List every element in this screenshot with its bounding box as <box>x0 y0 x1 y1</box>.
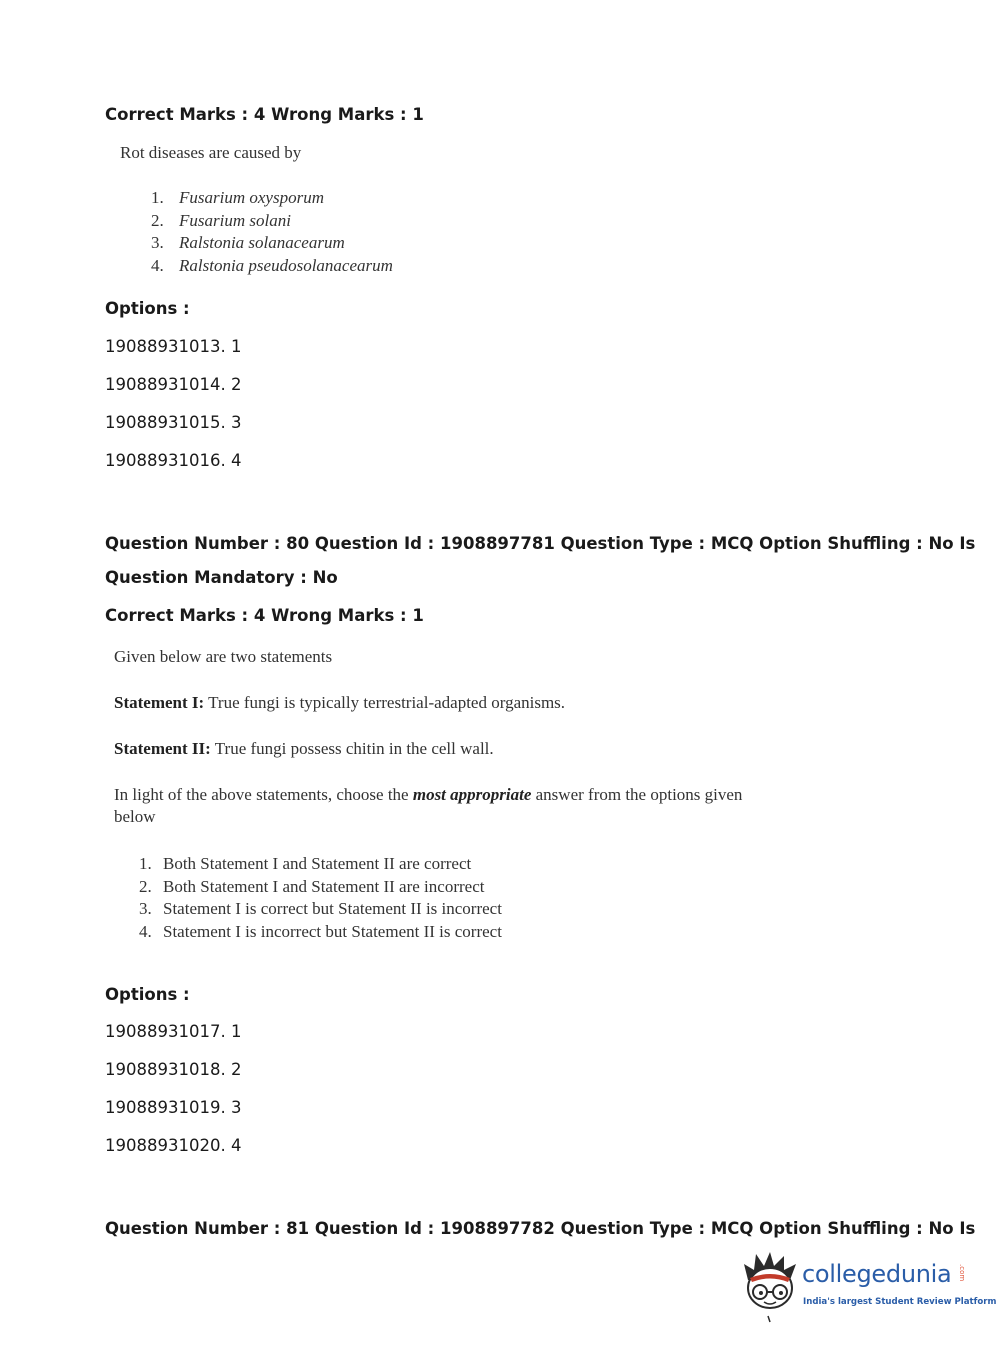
q80-header-line1: Question Number : 80 Question Id : 1908897781 Question Type : MCQ Option Shuffling : No Is <box>105 534 976 553</box>
list-item: 1. Both Statement I and Statement II are correct <box>139 854 472 873</box>
q79-option: 19088931015. 3 <box>105 413 242 432</box>
q79-item-list <box>151 187 393 278</box>
q80-statement-1: Statement I: True fungi is typically terrestrial-adapted organisms. <box>114 693 566 712</box>
q80-marks: Correct Marks : 4 Wrong Marks : 1 <box>105 606 424 625</box>
logo-wordmark: collegedunia <box>802 1260 952 1288</box>
q80-options-label: Options : <box>105 985 190 1004</box>
list-item: 3. Statement I is correct but Statement II is incorrect <box>139 899 502 919</box>
q79-question-text: Rot diseases are caused by <box>120 143 302 162</box>
q79-option: 19088931016. 4 <box>105 451 242 470</box>
list-item: 2. Both Statement I and Statement II are incorrect <box>139 876 485 896</box>
q80-option: 19088931017. 1 <box>105 1022 242 1041</box>
collegedunia-logo <box>740 1250 997 1325</box>
q80-option: 19088931018. 2 <box>105 1060 242 1079</box>
mascot-icon <box>740 1250 802 1325</box>
q80-item-list <box>139 853 502 944</box>
q79-option: 19088931014. 2 <box>105 375 242 394</box>
q79-options-label: Options : <box>105 299 190 318</box>
q81-header-line1: Question Number : 81 Question Id : 1908897782 Question Type : MCQ Option Shuffling : No Is <box>105 1219 976 1238</box>
q80-header-line2: Question Mandatory : No <box>105 568 338 587</box>
list-item: 1. Fusarium oxysporum <box>151 188 324 207</box>
q80-intro: Given below are two statements <box>114 647 333 666</box>
q80-instruction: In light of the above statements, choose the most appropriate answer from the options given <box>114 785 743 804</box>
q80-option: 19088931019. 3 <box>105 1098 242 1117</box>
logo-tagline: India's largest Student Review Platform <box>803 1297 997 1307</box>
list-item: 4. Statement I is incorrect but Statement II is correct <box>139 922 502 942</box>
list-item: 2. Fusarium solani <box>151 210 291 230</box>
list-item: 3. Ralstonia solanacearum <box>151 233 345 253</box>
q79-marks: Correct Marks : 4 Wrong Marks : 1 <box>105 105 424 124</box>
q80-option: 19088931020. 4 <box>105 1136 242 1155</box>
logo-com: .com <box>958 1264 966 1282</box>
list-item: 4. Ralstonia pseudosolanacearum <box>151 256 393 276</box>
q79-option: 19088931013. 1 <box>105 337 242 356</box>
q80-instruction-line2: below <box>114 807 156 826</box>
q80-statement-2: Statement II: True fungi possess chitin in the cell wall. <box>114 739 494 758</box>
